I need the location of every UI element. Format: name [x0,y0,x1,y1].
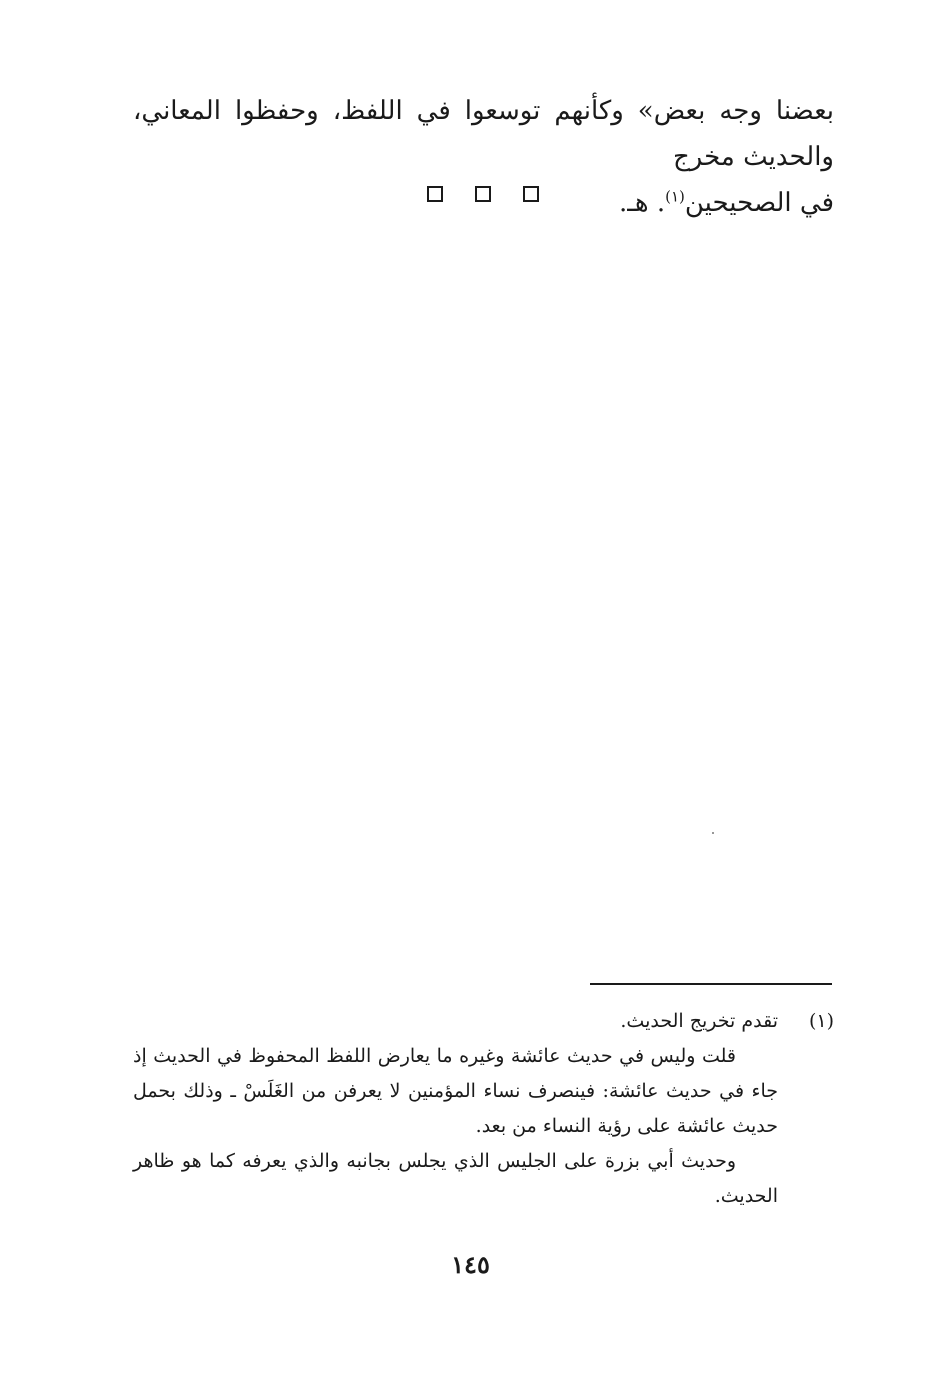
page-number: ١٤٥ [451,1250,490,1279]
scan-speck [712,832,714,834]
footnotes [133,1004,834,1214]
square-icon [523,186,539,202]
footnote-paragraph-2: قلت وليس في حديث عائشة وغيره ما يعارض اللفظ المحفوظ في الحديث إذ جاء في حديث عائشة: فينصرف نساء المؤمنين لا يعرفن من الغَلَسْ ـ وذلك بحمل حديث عائشة على رؤية النساء من بعد. [133,1045,778,1137]
footnote-paragraph-3: وحديث أبي بزرة على الجليس الذي يجلس بجانبه والذي يعرفه كما هو ظاهر الحديث. [133,1150,778,1207]
main-text-line-2-end: . هـ. [618,188,666,218]
square-icon [427,186,443,202]
footnote-divider [590,983,832,985]
square-icon [475,186,491,202]
footnote-1 [133,1004,834,1214]
footnote-body [133,1004,778,1214]
footnote-reference[interactable]: (١) [665,187,685,206]
section-separator-squares [427,186,539,202]
footnote-paragraph-1: تقدم تخريج الحديث. [620,1010,778,1032]
main-text-line-2-text: في الصحيحين [684,188,834,218]
main-text [133,88,834,226]
main-text-line-1: بعضنا وجه بعض» وكأنهم توسعوا في اللفظ، وحفظوا المعاني، والحديث مخرج [133,96,834,172]
footnote-marker: (١) [808,1010,834,1032]
